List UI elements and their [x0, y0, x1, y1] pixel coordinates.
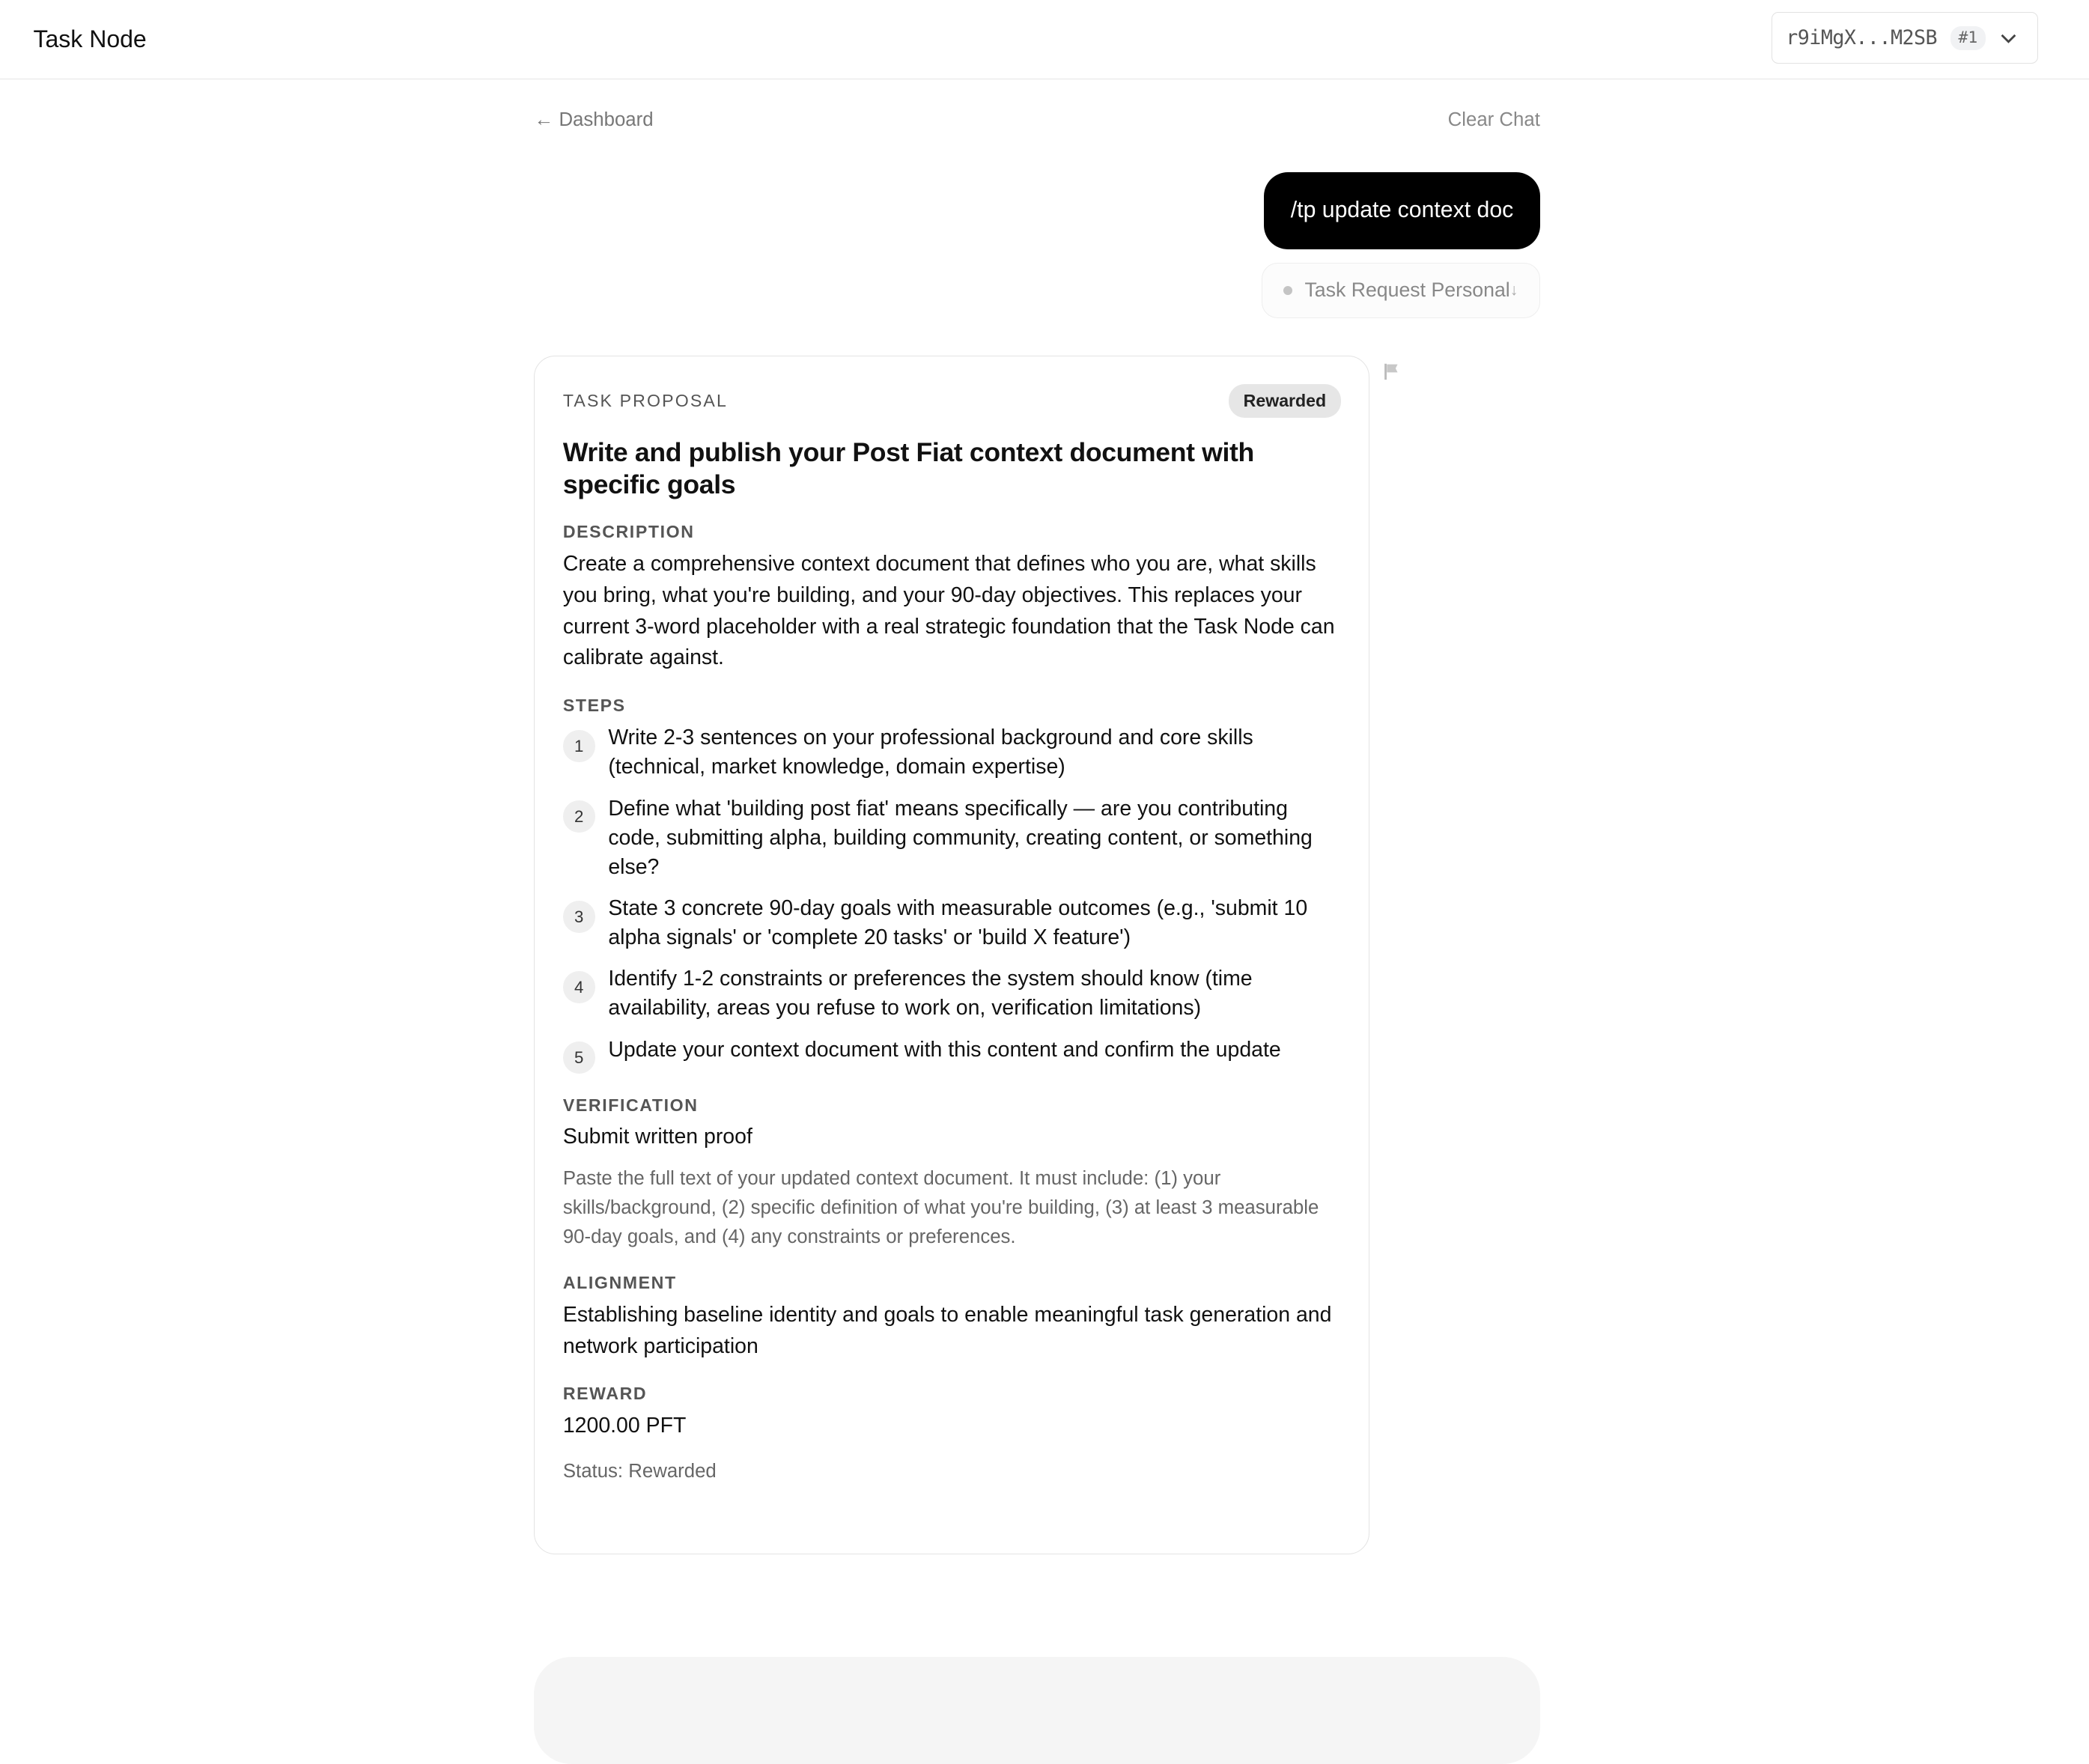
step-number: 5 [563, 1041, 595, 1074]
step-number: 2 [563, 800, 595, 833]
account-selector[interactable] [1772, 12, 2038, 64]
description-label: DESCRIPTION [562, 521, 695, 541]
app-title: Task Node [33, 25, 147, 52]
status-dot-icon [1283, 286, 1292, 295]
request-tag-label: Task Request Personal [1304, 279, 1510, 302]
step-text: Identify 1-2 constraints or preferences the system should know (time availability, areas you refuse to work on, verification limitations) [608, 967, 1253, 1021]
user-message: /tp update context doc [1264, 172, 1540, 249]
request-tag [1262, 263, 1540, 319]
verification-detail: Paste the full text of your updated context document. It must include: (1) your skills/background, (2) specific definition of what you're building, (3) at least 3 measurable 90-day goals, and (4) any constraints or preferences. [562, 1167, 1319, 1247]
step-text: Define what 'building post fiat' means specifically — are you contributing code, submitting alpha, building community, creating content, or something else? [608, 796, 1313, 879]
arrow-down-icon: ↓ [1509, 281, 1518, 299]
description-text: Create a comprehensive context document that defines who you are, what skills you bring, what you're building, and your 90-day objectives. This replaces your current 3-word placeholder with a real strategic foundation that the Task Node can calibrate against. [562, 551, 1335, 670]
back-label: Dashboard [559, 109, 654, 130]
task-title: Write and publish your Post Fiat context document with specific goals [562, 437, 1254, 499]
account-index-badge: #1 [1950, 26, 1986, 50]
step-number: 3 [563, 901, 595, 933]
card-kicker: TASK PROPOSAL [562, 391, 728, 411]
reward-label: REWARD [562, 1384, 648, 1404]
step-number: 1 [563, 730, 595, 762]
status-badge: Rewarded [1229, 384, 1341, 418]
back-to-dashboard-link[interactable] [534, 109, 653, 131]
top-bar [0, 0, 2089, 79]
step-text: State 3 concrete 90-day goals with measurable outcomes (e.g., 'submit 10 alpha signals' or 'complete 20 tasks' or 'build X feature') [608, 895, 1308, 950]
step-item [563, 894, 1341, 952]
step-item [563, 723, 1341, 782]
reward-value: 1200.00 PFT [562, 1414, 687, 1438]
account-address: r9iMgX...M2SB [1786, 26, 1938, 50]
alignment-text: Establishing baseline identity and goals to enable meaningful task generation and network participation [562, 1303, 1332, 1359]
chevron-down-icon [1999, 28, 2018, 47]
verification-type: Submit written proof [562, 1125, 752, 1149]
task-proposal-card [534, 356, 1369, 1554]
alignment-label: ALIGNMENT [562, 1273, 677, 1293]
steps-label: STEPS [562, 695, 626, 715]
step-text: Write 2-3 sentences on your professional background and core skills (technical, market knowledge, domain expertise) [608, 726, 1253, 779]
step-item [563, 794, 1341, 882]
clear-chat-button[interactable]: Clear Chat [1447, 109, 1540, 130]
chat-input-area[interactable] [534, 1657, 1539, 1763]
status-text: Status: Rewarded [562, 1461, 717, 1482]
step-item [563, 1035, 1341, 1074]
arrow-left-icon: ← [534, 109, 559, 130]
verification-label: VERIFICATION [562, 1095, 699, 1115]
steps-list [563, 723, 1341, 1074]
step-number: 4 [563, 971, 595, 1003]
flag-icon[interactable] [1383, 362, 1402, 381]
step-item [563, 964, 1341, 1023]
step-text: Update your context document with this content and confirm the update [608, 1037, 1281, 1062]
